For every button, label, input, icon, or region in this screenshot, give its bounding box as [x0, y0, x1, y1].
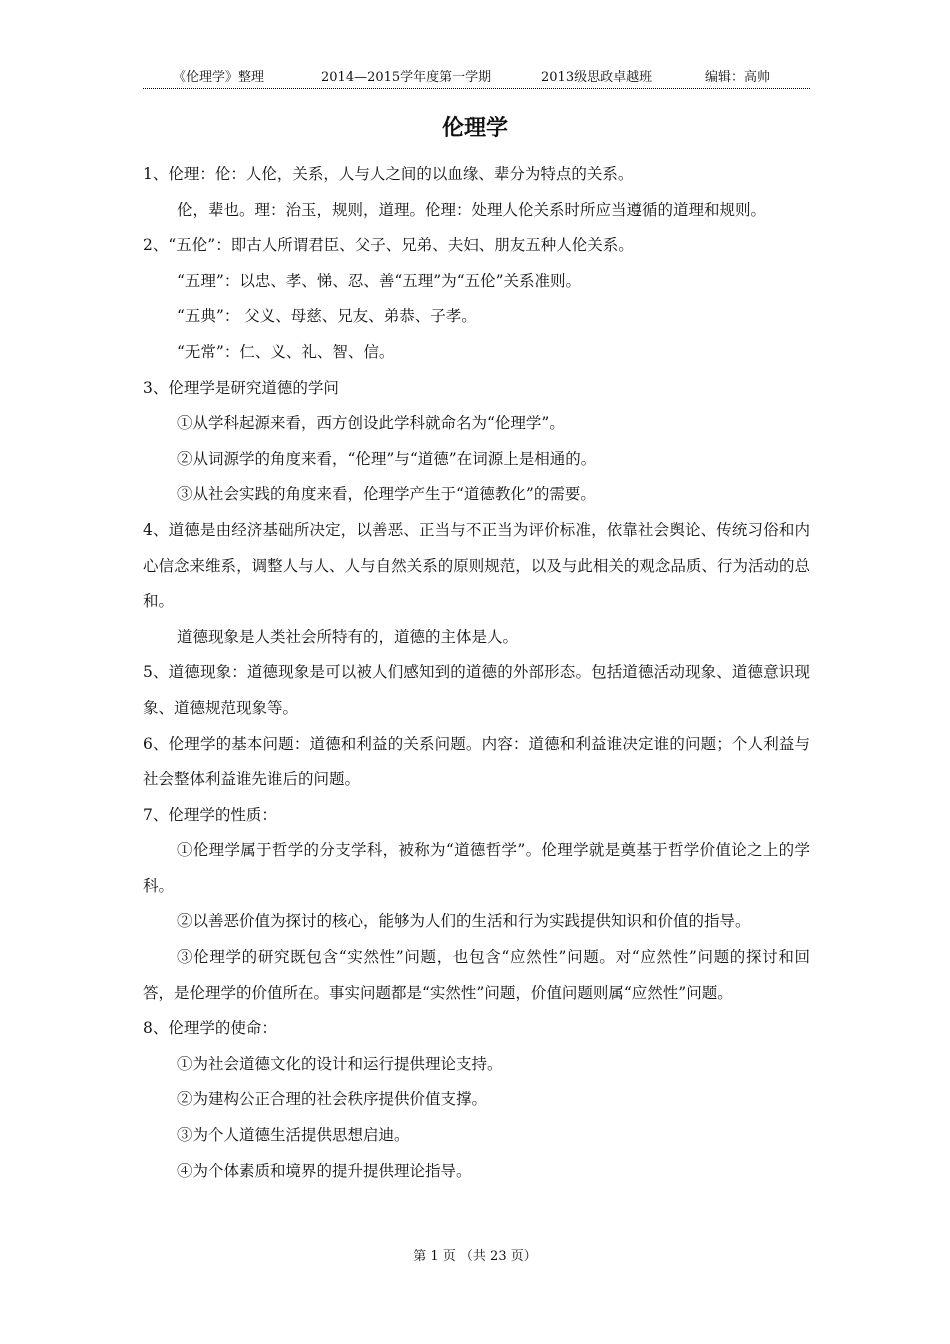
paragraph: 8、伦理学的使命： — [143, 1019, 277, 1038]
paragraph: 3、伦理学是研究道德的学问 — [143, 378, 339, 397]
paragraph: ①为社会道德文化的设计和运行提供理论支持。 — [177, 1054, 503, 1073]
paragraph: ②以善恶价值为探讨的核心，能够为人们的生活和行为实践提供知识和价值的指导。 — [177, 912, 751, 931]
page-number: 第 1 页 （共 23 页） — [413, 1249, 537, 1264]
document-body — [143, 157, 810, 1189]
paragraph: “无常”：仁、义、礼、智、信。 — [177, 342, 395, 361]
paragraph: ④为个体素质和境界的提升提供理论指导。 — [177, 1161, 472, 1180]
page-title: 伦理学 — [441, 116, 508, 141]
paragraph: 2、“五伦”：即古人所谓君臣、父子、兄弟、夫妇、朋友五种人伦关系。 — [143, 236, 634, 255]
paragraph: ③从社会实践的角度来看，伦理学产生于“道德教化”的需要。 — [177, 485, 596, 504]
paragraph: ①从学科起源来看，西方创设此学科就命名为“伦理学”。 — [177, 414, 565, 433]
header-term: 2014—2015学年度第一学期 — [321, 70, 492, 85]
paragraph: 6、伦理学的基本问题：道德和利益的关系问题。内容：道德和利益谁决定谁的问题；个人利益与社会整体利益谁先谁后的问题。 — [143, 734, 810, 789]
paragraph: ①伦理学属于哲学的分支学科，被称为“道德哲学”。伦理学就是奠基于哲学价值论之上的学科。 — [143, 841, 810, 895]
running-header — [143, 68, 810, 89]
paragraph: 1、伦理：伦：人伦，关系，人与人之间的以血缘、辈分为特点的关系。 — [143, 165, 634, 183]
header-class: 2013级思政卓越班 — [541, 70, 653, 85]
header-editor: 编辑：高帅 — [705, 70, 771, 85]
paragraph: “五典”： 父义、母慈、兄友、弟恭、子孝。 — [177, 307, 477, 326]
paragraph: ③为个人道德生活提供思想启迪。 — [177, 1126, 410, 1145]
paragraph: 4、道德是由经济基础所决定，以善恶、正当与不正当为评价标准，依靠社会舆论、传统习俗和内心信念来维系，调整人与人、人与自然关系的原则规范，以及与此相关的观念品质、行为活动的总和。 — [143, 520, 810, 611]
header-course: 《伦理学》整理 — [173, 70, 265, 85]
paragraph: “五理”：以忠、孝、悌、忍、善“五理”为“五伦”关系准则。 — [177, 271, 582, 290]
paragraph: 5、道德现象：道德现象是可以被人们感知到的道德的外部形态。包括道德活动现象、道德意识现象、道德规范现象等。 — [143, 663, 810, 717]
paragraph: ③伦理学的研究既包含“实然性”问题，也包含“应然性”问题。对“应然性”问题的探讨和回答，是伦理学的价值所在。事实问题都是“实然性”问题，价值问题则属“应然性”问题。 — [143, 948, 810, 1002]
paragraph: 7、伦理学的性质： — [143, 805, 277, 824]
paragraph: ②为建构公正合理的社会秩序提供价值支撑。 — [177, 1090, 488, 1109]
paragraph: 道德现象是人类社会所特有的，道德的主体是人。 — [177, 627, 519, 646]
paragraph: 伦，辈也。理：治玉，规则，道理。伦理：处理人伦关系时所应当遵循的道理和规则。 — [177, 200, 767, 219]
paragraph: ②从词源学的角度来看，“伦理”与“道德”在词源上是相通的。 — [177, 449, 597, 468]
